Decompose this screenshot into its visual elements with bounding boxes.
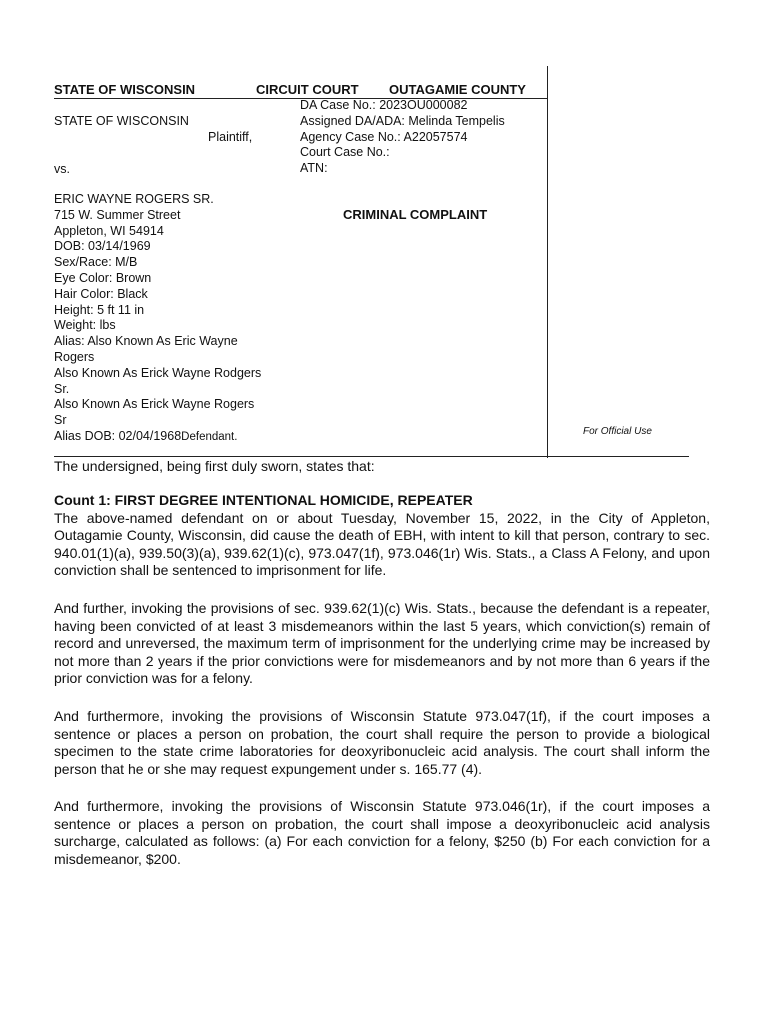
header-state: STATE OF WISCONSIN (54, 82, 196, 97)
case-info-block (300, 98, 505, 177)
document-title: CRIMINAL COMPLAINT (343, 207, 488, 222)
header-county: OUTAGAMIE COUNTY (389, 82, 526, 97)
defendant-role: Defendant. (181, 430, 238, 443)
sworn-intro: The undersigned, being first duly sworn, states that: (54, 458, 375, 474)
count-section (54, 492, 710, 580)
defendant-line: Appleton, WI 54914 (54, 223, 164, 238)
alias-dob: Alias DOB: 02/04/1968 (54, 428, 182, 443)
da-case-number: DA Case No.: 2023OU000082 (300, 98, 468, 112)
defendant-line: Hair Color: Black (54, 286, 148, 301)
defendant-line: Also Known As Erick Wayne Rogers (54, 397, 255, 412)
defendant-block (54, 192, 261, 446)
defendant-line: Sr (54, 413, 67, 428)
atn: ATN: (300, 161, 328, 176)
vertical-divider (547, 66, 548, 458)
defendant-line: Eye Color: Brown (54, 270, 152, 285)
caption-bottom-rule (54, 456, 689, 457)
defendant-line: Sex/Race: M/B (54, 255, 138, 270)
versus-label: vs. (54, 162, 70, 176)
repeater-paragraph: And further, invoking the provisions of sec. 939.62(1)(c) Wis. Stats., because the defendant is a repeater, having been convicted of at least 3 misdemeanors within the last 5 years, which conviction(s) remain of record and unreversed, the maximum term of imprisonment for the underlying crime may be increased by not more than 2 years if the prior convictions were for misdemeanors and by not more than 6 years if the prior conviction was for a felony. (54, 600, 710, 687)
count-title: Count 1: FIRST DEGREE INTENTIONAL HOMICIDE, REPEATER (54, 492, 473, 508)
dna-specimen-paragraph: And furthermore, invoking the provisions of Wisconsin Statute 973.047(1f), if the court imposes a sentence or places a person on probation, the court shall require the person to provide a biological specimen to the state crime laboratories for deoxyribonucleic acid analysis. The court shall inform the person that he or she may request expungement under s. 165.77 (4). (54, 708, 710, 777)
defendant-line: Weight: lbs (54, 318, 116, 333)
agency-case-number: Agency Case No.: A22057574 (300, 129, 468, 144)
dna-surcharge-paragraph: And furthermore, invoking the provisions of Wisconsin Statute 973.046(1r), if the court imposes a sentence or places a person on probation, the court shall impose a deoxyribonucleic acid analysis surcharge, calculated as follows: (a) For each conviction for a felony, $250 (b) For each conviction for a misdemeanor, $200. (54, 798, 710, 867)
defendant-line: ERIC WAYNE ROGERS SR. (54, 192, 214, 206)
header-court: CIRCUIT COURT (256, 82, 359, 97)
court-case-number: Court Case No.: (300, 145, 390, 160)
defendant-line: Rogers (54, 349, 95, 364)
defendant-line: Also Known As Erick Wayne Rodgers (54, 365, 262, 380)
defendant-line: Sr. (54, 381, 70, 396)
count-paragraph: The above-named defendant on or about Tuesday, November 15, 2022, in the City of Appleton, Outagamie County, Wisconsin, did cause the death of EBH, with intent to kill that person, contrary to sec. 940.01(1)(a), 939.50(3)(a), 939.62(1)(c), 973.047(1f), 973.046(1r) Wis. Stats., a Class A Felony, and upon conviction shall be sentenced to imprisonment for life. (54, 509, 710, 579)
defendant-line: 715 W. Summer Street (54, 207, 181, 222)
defendant-line: DOB: 03/14/1969 (54, 239, 151, 254)
defendant-line: Height: 5 ft 11 in (54, 302, 145, 317)
assigned-da: Assigned DA/ADA: Melinda Tempelis (300, 113, 505, 128)
alias-dob-line (54, 429, 261, 446)
plaintiff-name: STATE OF WISCONSIN (54, 114, 189, 128)
defendant-line: Alias: Also Known As Eric Wayne (54, 334, 238, 349)
plaintiff-role: Plaintiff, (208, 130, 253, 144)
official-use-label: For Official Use (583, 426, 652, 437)
